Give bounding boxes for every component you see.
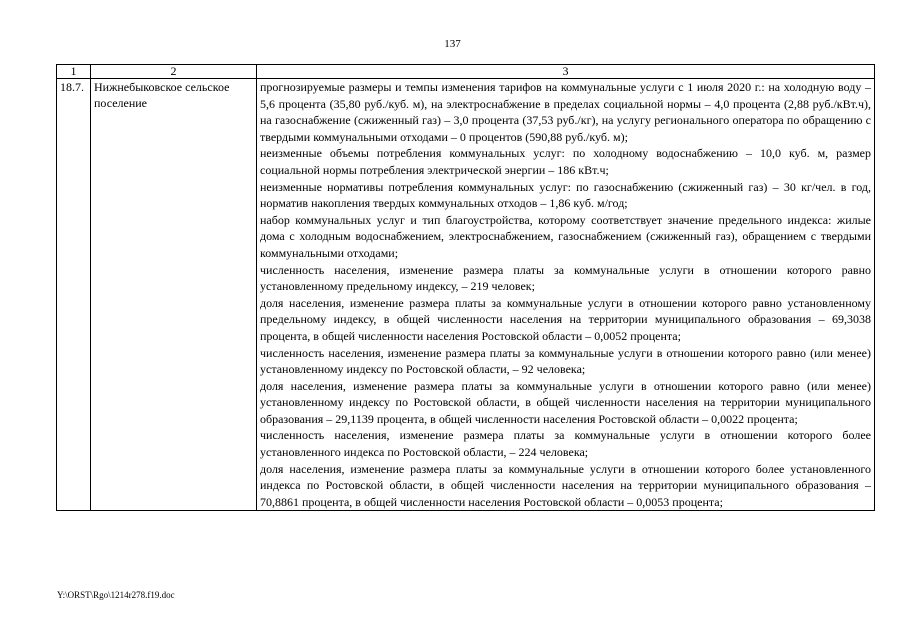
paragraph-volumes: неизменные объемы потребления коммунальных услуг: по холодному водоснабжению – 10,0 куб. м, размер социальной нормы потребления электрической энергии – 186 кВт.ч; (260, 146, 871, 177)
paragraph-tariffs: прогнозируемые размеры и темпы изменения тарифов на коммунальные услуги с 1 июля 2020 г.: на холодную воду – 5,6 процента (35,80 руб./куб. м), на электроснабжение в пределах социальной нормы – 4,0 процента (2,88 руб./кВт.ч), на газоснабжение (сжиженный газ) – 3,0 процента (37,53 руб./кг), на услугу регионального оператора по обращению с твердыми коммунальными отходами – 0 процентов (590,88 руб./куб. м); (260, 80, 871, 144)
row-number: 18.7. (57, 79, 91, 511)
paragraph-share-less: доля населения, изменение размера платы за коммунальные услуги в отношении которого равно (или менее) установленному индексу по Ростовской области, в общей численности населения на территории муниципального образования – 29,1139 процента, в общей численности населения Ростовской области – 0,0022 процента; (260, 378, 871, 426)
paragraph-share-more: доля населения, изменение размера платы за коммунальные услуги в отношении которого более установленного индекса по Ростовской области, в общей численности населения на территории муниципального образования – 70,8861 процента, в общей численности населения Ростовской области – 0,0053 процента; (260, 461, 871, 509)
paragraph-population-less: численность населения, изменение размера платы за коммунальные услуги в отношении которого равно (или менее) установленному индексу по Ростовской области, – 92 человека; (260, 345, 871, 377)
column-header-2: 2 (91, 65, 257, 79)
settlement-name: Нижнебыковское сельское поселение (91, 79, 257, 511)
table-header-row (57, 65, 875, 79)
paragraph-norms: неизменные нормативы потребления коммунальных услуг: по газоснабжению (сжиженный газ) – 30 кг/чел. в год, норматив накопления твердых коммунальных отходов – 1,86 куб. м/год; (260, 179, 871, 211)
paragraph-population-equal: численность населения, изменение размера платы за коммунальные услуги в отношении которого равно установленному предельному индексу, – 219 человек; (260, 262, 871, 294)
tariff-table (56, 64, 875, 511)
row-content (257, 79, 875, 511)
paragraph-share-equal: доля населения, изменение размера платы за коммунальные услуги в отношении которого равно установленному предельному индексу, в общей численности населения на территории муниципального образования – 69,3038 процента, в общей численности населения Ростовской области – 0,0052 процента; (260, 295, 871, 343)
paragraph-population-more: численность населения, изменение размера платы за коммунальные услуги в отношении которого более установленного индекса по Ростовской области, – 224 человека; (260, 428, 871, 460)
column-header-1: 1 (57, 65, 91, 79)
page-number: 137 (444, 38, 461, 50)
column-header-3: 3 (257, 65, 875, 79)
document-path-footer: Y:\ORST\Rgo\1214r278.f19.doc (57, 590, 175, 600)
table-row (57, 79, 875, 511)
paragraph-services-set: набор коммунальных услуг и тип благоустройства, которому соответствует значение предельного индекса: жилые дома с холодным водоснабжением, электроснабжением, газоснабжением (сжиженный газ), обращением с твердыми коммунальными отходами; (260, 212, 871, 260)
